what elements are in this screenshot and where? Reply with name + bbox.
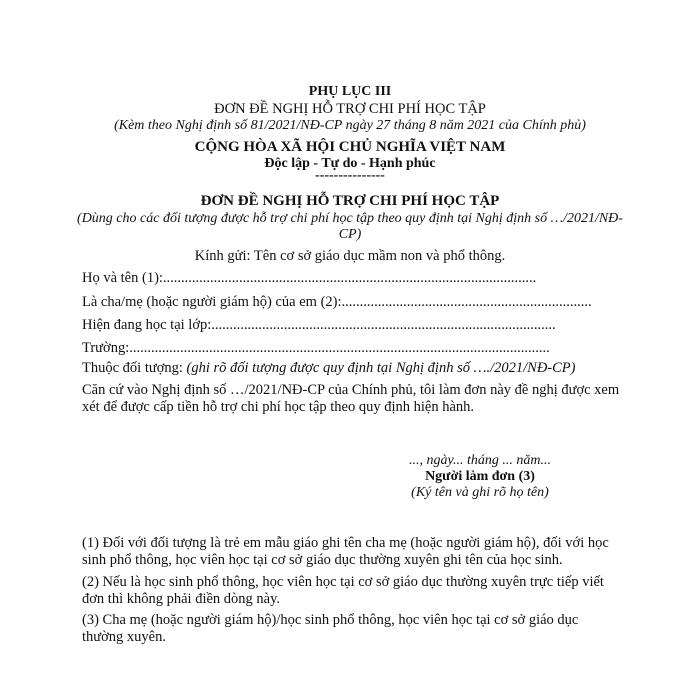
footnote-2: (2) Nếu là học sinh phổ thông, học viên học tại cơ sở giáo dục thường xuyên trực tiếp viết đơn thì không phải điền dòng này. — [82, 574, 604, 607]
subject-label: Thuộc đối tượng: — [82, 360, 187, 376]
country-name: CỘNG HÒA XÃ HỘI CHỦ NGHĨA VIỆT NAM — [194, 139, 506, 155]
field-full-name: Họ và tên (1):....................................................................................................... — [82, 270, 537, 286]
signature-date: ..., ngày... tháng ... năm... — [409, 453, 551, 468]
motto-divider: --------------- — [315, 168, 385, 183]
form-subtitle-line-1: (Dùng cho các đối tượng được hỗ trợ chi phí học tập theo quy định tại Nghị định số …/2021/NĐ- — [77, 211, 623, 226]
field-subject — [82, 360, 622, 377]
signature-signer: Người làm đơn (3) — [425, 469, 535, 484]
recipient-line: Kính gửi: Tên cơ sở giáo dục mầm non và phổ thông. — [194, 248, 506, 264]
request-paragraph: Căn cứ vào Nghị định số …/2021/NĐ-CP của Chính phủ, tôi làm đơn này đề nghị được xem xét để được cấp tiền hỗ trợ chi phí học tập theo quy định hiện hành. — [82, 382, 620, 415]
footnote-1: (1) Đối với đối tượng là trẻ em mẫu giáo ghi tên cha mẹ (hoặc người giám hộ), đối với học sinh phổ thông, học viên học tại cơ sở giáo dục thường xuyên ghi tên của học sinh. — [82, 535, 609, 568]
form-subtitle-line-2: CP) — [338, 227, 362, 242]
form-title-header: ĐƠN ĐỀ NGHỊ HỖ TRỢ CHI PHÍ HỌC TẬP — [214, 101, 486, 117]
attached-decree-note: (Kèm theo Nghị định số 81/2021/NĐ-CP ngày 27 tháng 8 năm 2021 của Chính phủ) — [114, 118, 586, 133]
form-title: ĐƠN ĐỀ NGHỊ HỖ TRỢ CHI PHÍ HỌC TẬP — [200, 193, 500, 209]
field-school: Trường:.................................................................................................................... — [82, 340, 550, 356]
subject-hint: (ghi rõ đối tượng được quy định tại Nghị định số …./2021/NĐ-CP) — [186, 360, 576, 376]
signature-instruction: (Ký tên và ghi rõ họ tên) — [411, 485, 549, 500]
field-parent: Là cha/mẹ (hoặc người giám hộ) của em (2):..................................................................... — [82, 294, 592, 310]
footnote-3: (3) Cha mẹ (hoặc người giám hộ)/học sinh phổ thông, học viên học tại cơ sở giáo dục thường xuyên. — [82, 612, 579, 645]
appendix-heading: PHỤ LỤC III — [308, 84, 392, 99]
field-class: Hiện đang học tại lớp:............................................................................................... — [82, 317, 556, 333]
national-motto: Độc lập - Tự do - Hạnh phúc — [264, 156, 436, 171]
